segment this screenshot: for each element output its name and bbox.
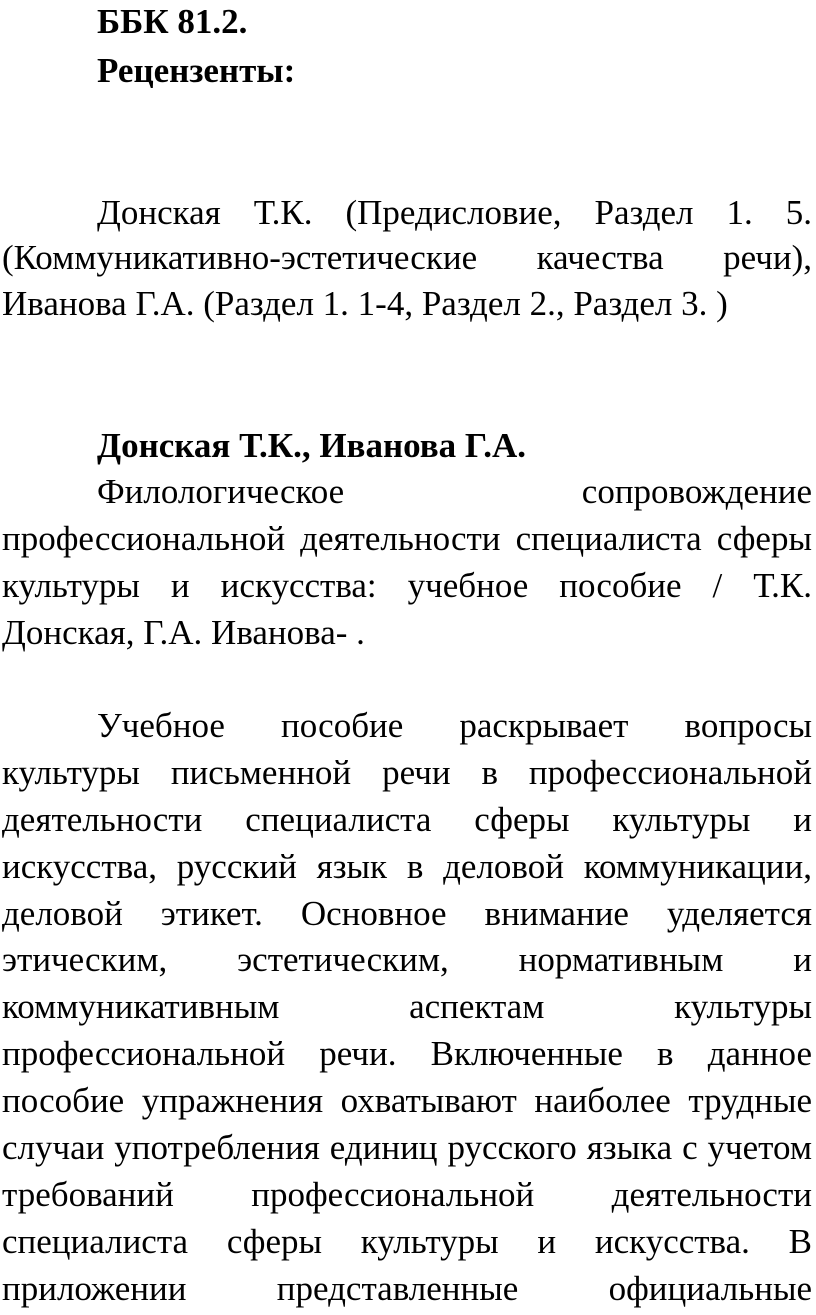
paragraph-line: Донская, Г.А. Иванова- . [2, 613, 365, 652]
paragraph-line: Иванова Г.А. (Раздел 1. 1-4, Раздел 2., Раздел 3. ) [2, 284, 728, 323]
paragraph-line: искусства, русский язык в деловой коммуникации, [2, 847, 812, 886]
paragraph-line: профессиональной речи. Включенные в данное [2, 1034, 812, 1073]
paragraph-line: культуры и искусства: учебное пособие / Т.К. [2, 566, 812, 605]
reviewers-heading: Рецензенты: [97, 51, 296, 90]
bbk-code: ББК 81.2. [97, 2, 248, 41]
paragraph-line: требований профессиональной деятельности [2, 1175, 812, 1214]
paragraph-line: Донская Т.К. (Предисловие, Раздел 1. 5. [97, 193, 812, 232]
paragraph-line: профессиональной деятельности специалиста сферы [2, 519, 812, 558]
paragraph-line: случаи употребления единиц русского языка с учетом [2, 1128, 812, 1167]
paragraph-line: Филологическое сопровождение [97, 472, 812, 511]
paragraph-line: этическим, эстетическим, нормативным и [2, 940, 812, 979]
paragraph-line: деятельности специалиста сферы культуры и [2, 800, 812, 839]
citation-authors: Донская Т.К., Иванова Г.А. [97, 426, 526, 465]
paragraph-line: пособие упражнения охватывают наиболее трудные [2, 1081, 812, 1120]
paragraph-line: (Коммуникативно-эстетические качества речи), [2, 238, 812, 277]
paragraph-line: специалиста сферы культуры и искусства. В [2, 1222, 812, 1261]
paragraph-line: деловой этикет. Основное внимание уделяется [2, 894, 812, 933]
paragraph-line: Учебное пособие раскрывает вопросы [97, 706, 812, 745]
paragraph-line: культуры письменной речи в профессиональной [2, 753, 812, 792]
paragraph-line: приложении представленные официальные [2, 1269, 812, 1308]
paragraph-line: коммуникативным аспектам культуры [2, 987, 812, 1026]
